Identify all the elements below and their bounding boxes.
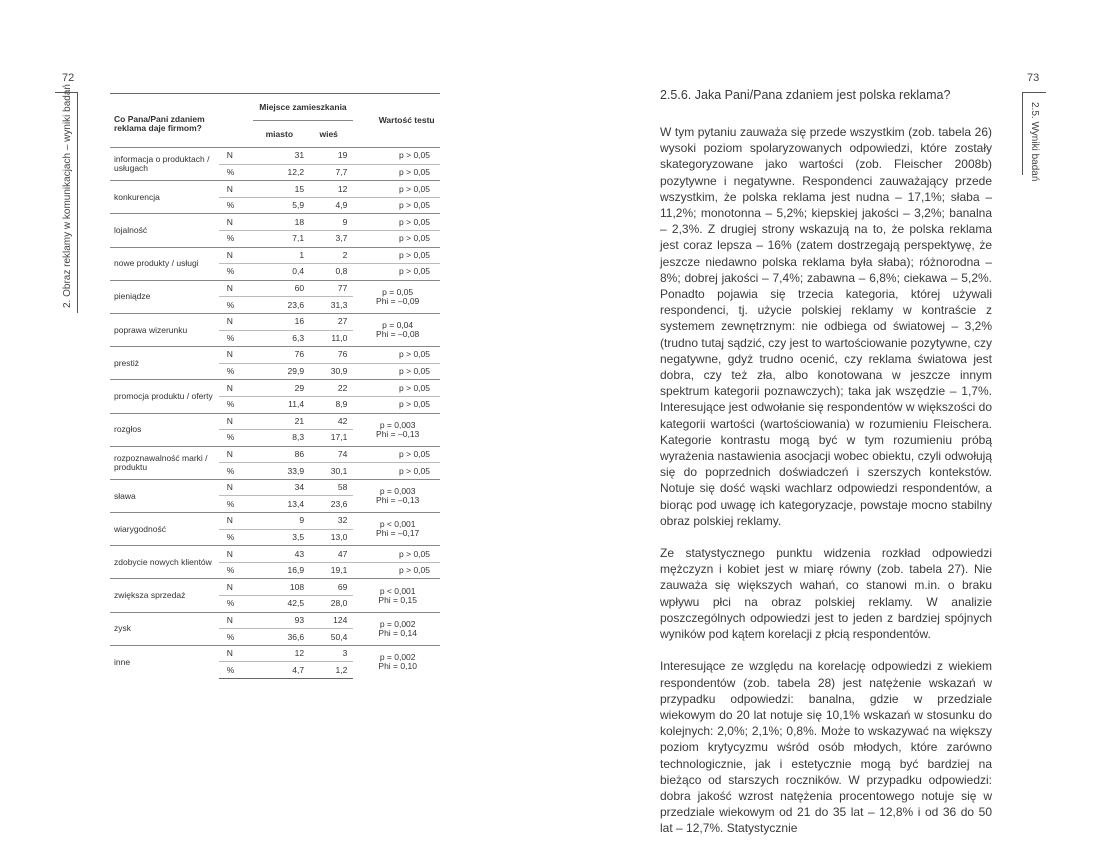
miasto-pct: 36,6 [253,629,308,646]
row-type-n: N [219,247,253,264]
table-row [110,645,440,662]
miasto-n: 12 [253,645,308,662]
left-page-number: 72 [62,72,75,84]
test-value: p > 0,05 [353,463,440,480]
table-row [110,413,440,430]
wies-pct: 28,0 [308,596,353,613]
miasto-pct: 12,2 [253,164,308,181]
right-running-head: 2.5. Wyniki badań [1029,102,1040,182]
wies-n: 9 [308,214,353,231]
wies-n: 3 [308,645,353,662]
test-value [353,579,440,612]
test-phi-value: Phi = –0,13 [376,494,420,505]
paragraph-2: Ze statystycznego punktu widzenia rozkład odpowiedzi mężczyzn i kobiet jest w miarę równy (zob. tabela 27). Nie zauważa się większych wahań, co stanowi m.in. o braku wpływu płci na obraz polskiej reklamy. W analizie poszczególnych odpowiedzi jest to jeden z bardziej spójnych wyników pod kątem korelacji z płcią respondentów. [660,546,992,642]
test-value: p > 0,05 [353,164,440,181]
group-header: Miejsce zamieszkania [253,94,354,121]
table-row [110,280,440,297]
table-row [110,579,440,596]
miasto-n: 21 [253,413,308,430]
section-title: 2.5.6. Jaka Pani/Pana zdaniem jest polska reklama? [660,88,951,102]
test-phi-value: Phi = 0,10 [378,661,417,672]
wies-pct: 8,9 [308,396,353,413]
table-row [110,181,440,198]
table-row [110,479,440,496]
wies-pct: 17,1 [308,430,353,447]
row-label: informacja o produktach / usługach [110,148,219,181]
wies-n: 47 [308,546,353,563]
wies-n: 2 [308,247,353,264]
row-label: zwiększa sprzedaż [110,579,219,612]
miasto-n: 76 [253,347,308,364]
test-p-value: p = 0,05 [382,286,414,297]
miasto-n: 9 [253,513,308,530]
wies-pct: 31,3 [308,297,353,314]
wies-pct: 30,9 [308,363,353,380]
wies-pct: 1,2 [308,662,353,679]
wies-pct: 3,7 [308,230,353,247]
test-phi-value: Phi = 0,15 [378,594,417,605]
row-type-n: N [219,579,253,596]
test-value: p > 0,05 [353,197,440,214]
test-value: p > 0,05 [353,214,440,231]
test-value [353,612,440,645]
wies-n: 76 [308,347,353,364]
wies-n: 27 [308,313,353,330]
wies-pct: 23,6 [308,496,353,513]
test-phi-value: Phi = –0,13 [376,428,420,439]
miasto-pct: 11,4 [253,396,308,413]
miasto-pct: 29,9 [253,363,308,380]
test-phi-value: Phi = –0,09 [376,295,420,306]
row-type-pct: % [219,330,253,347]
miasto-pct: 23,6 [253,297,308,314]
row-label: prestiż [110,347,219,380]
left-running-head: 2. Obraz reklamy w komunikacjach – wyniki badań [62,84,73,308]
miasto-n: 108 [253,579,308,596]
miasto-pct: 3,5 [253,529,308,546]
row-type-pct: % [219,197,253,214]
test-phi-value: Phi = –0,17 [376,528,420,539]
row-type-pct: % [219,629,253,646]
row-type-pct: % [219,264,253,281]
test-p-value: p = 0,002 [379,618,416,629]
miasto-pct: 4,7 [253,662,308,679]
miasto-n: 15 [253,181,308,198]
row-type-pct: % [219,297,253,314]
table-header-row [110,94,440,121]
test-value: p > 0,05 [353,380,440,397]
row-type-n: N [219,313,253,330]
col-miasto-header: miasto [265,128,294,139]
row-type-n: N [219,214,253,231]
miasto-n: 1 [253,247,308,264]
test-header: Wartość testu [353,94,440,148]
test-p-value: p < 0,001 [379,519,416,530]
row-label: zdobycie nowych klientów [110,546,219,579]
wies-n: 124 [308,612,353,629]
row-type-pct: % [219,662,253,679]
row-type-pct: % [219,396,253,413]
test-value: p > 0,05 [353,562,440,579]
wies-pct: 19,1 [308,562,353,579]
wies-pct: 13,0 [308,529,353,546]
miasto-n: 31 [253,148,308,165]
wies-n: 32 [308,513,353,530]
wies-pct: 0,8 [308,264,353,281]
row-type-n: N [219,479,253,496]
miasto-pct: 16,9 [253,562,308,579]
row-label: sława [110,479,219,512]
table-row [110,446,440,463]
miasto-pct: 42,5 [253,596,308,613]
right-corner-rule [1022,92,1046,93]
table-row [110,148,440,165]
test-p-value: p = 0,002 [379,652,416,663]
test-p-value: p = 0,003 [379,419,416,430]
test-value: p > 0,05 [353,546,440,563]
test-value [353,280,440,313]
wies-n: 77 [308,280,353,297]
test-phi-value: Phi = 0,14 [378,627,417,638]
right-text-column [660,88,992,853]
miasto-pct: 6,3 [253,330,308,347]
row-type-n: N [219,280,253,297]
test-value [353,513,440,546]
table-row [110,247,440,264]
wies-n: 12 [308,181,353,198]
row-type-pct: % [219,496,253,513]
row-type-pct: % [219,430,253,447]
row-label: rozpoznawalność marki / produktu [110,446,219,479]
row-type-n: N [219,446,253,463]
test-value: p > 0,05 [353,396,440,413]
test-value [353,313,440,346]
wies-n: 74 [308,446,353,463]
row-label: wiarygodność [110,513,219,546]
row-type-pct: % [219,463,253,480]
miasto-n: 16 [253,313,308,330]
paragraph-3: Interesujące ze względu na korelację odpowiedzi z wiekiem respondentów (zob. tabela 28) jest natężenie wskazań w przypadku odpowiedzi: banalna, gdzie w przedziale wiekowym do 20 lat notuje się 10,1% wskazań w stosunku do kolejnych: 2,0%; 2,1%; 0,8%. Może to wskazywać na większy poziom krytycyzmu wśród osób młodych, które zarówno technologicznie, jak i estetycznie mogą być bardziej na bieżąco od starszych roczników. W przypadku odpowiedzi: dobra jakość wzrost natężenia procentowego notuje się w przedziale wiekowym od 21 do 35 lat – 12,8% i od 36 do 50 lat – 12,7%. Statystycznie [660,659,992,836]
miasto-n: 29 [253,380,308,397]
row-label: rozgłos [110,413,219,446]
test-value [353,413,440,446]
row-label: zysk [110,612,219,645]
col-wies-header: wieś [319,128,338,139]
row-type-n: N [219,645,253,662]
test-value: p > 0,05 [353,230,440,247]
wies-n: 22 [308,380,353,397]
miasto-n: 60 [253,280,308,297]
miasto-pct: 0,4 [253,264,308,281]
row-type-pct: % [219,562,253,579]
test-value: p > 0,05 [353,347,440,364]
test-phi-value: Phi = –0,08 [376,329,420,340]
test-value: p > 0,05 [353,148,440,165]
test-value: p > 0,05 [353,446,440,463]
data-table [110,93,440,679]
test-value: p > 0,05 [353,247,440,264]
row-type-pct: % [219,596,253,613]
miasto-n: 34 [253,479,308,496]
row-type-n: N [219,612,253,629]
right-margin-rule [1022,93,1023,175]
wies-pct: 50,4 [308,629,353,646]
row-type-pct: % [219,230,253,247]
row-type-pct: % [219,363,253,380]
row-label: inne [110,645,219,678]
row-type-n: N [219,148,253,165]
miasto-n: 93 [253,612,308,629]
row-label: konkurencja [110,181,219,214]
miasto-n: 43 [253,546,308,563]
wies-pct: 30,1 [308,463,353,480]
test-p-value: p = 0,04 [382,320,414,331]
test-value: p > 0,05 [353,363,440,380]
table-row [110,313,440,330]
row-label: poprawa wizerunku [110,313,219,346]
row-type-pct: % [219,529,253,546]
table-row [110,513,440,530]
row-label: pieniądze [110,280,219,313]
miasto-pct: 33,9 [253,463,308,480]
row-type-n: N [219,413,253,430]
wies-pct: 4,9 [308,197,353,214]
wies-n: 42 [308,413,353,430]
wies-n: 19 [308,148,353,165]
table-row [110,347,440,364]
table-row [110,214,440,231]
test-value [353,479,440,512]
miasto-pct: 8,3 [253,430,308,447]
miasto-n: 86 [253,446,308,463]
row-label: nowe produkty / usługi [110,247,219,280]
table-row [110,546,440,563]
test-p-value: p = 0,003 [379,486,416,497]
question-header: Co Pana/Pani zdaniem reklama daje firmom? [110,94,219,148]
miasto-pct: 7,1 [253,230,308,247]
row-type-n: N [219,181,253,198]
row-label: promocja produktu / oferty [110,380,219,413]
miasto-pct: 13,4 [253,496,308,513]
wies-n: 69 [308,579,353,596]
table-row [110,380,440,397]
test-value [353,645,440,678]
wies-n: 58 [308,479,353,496]
miasto-pct: 5,9 [253,197,308,214]
wies-pct: 7,7 [308,164,353,181]
table-row [110,612,440,629]
miasto-n: 18 [253,214,308,231]
left-margin-rule [77,93,78,313]
row-type-n: N [219,380,253,397]
test-value: p > 0,05 [353,264,440,281]
row-type-n: N [219,546,253,563]
row-type-n: N [219,347,253,364]
row-type-pct: % [219,164,253,181]
test-p-value: p < 0,001 [379,585,416,596]
wies-pct: 11,0 [308,330,353,347]
right-page-number: 73 [1027,72,1040,84]
row-type-n: N [219,513,253,530]
paragraph-1: W tym pytaniu zauważa się przede wszystkim (zob. tabela 26) wysoki poziom spolaryzowanych odpowiedzi, które zostały skategoryzowane jako wartości (zob. Fleischer 2008b) pozytywne i negatywne. Respondenci zauważający przede wszystkim, że polska reklama jest nudna – 17,1%; słaba – 11,2%; monotonna – 5,2%; kiepskiej jakości – 3,2%; banalna – 2,3%. Z drugiej strony wskazują na to, że polska reklama jest coraz lepsza – 16% (zatem dostrzegają perspektywę, że jeszcze niedawno polska reklama była słaba); różnorodna – 8%; dobrej jakości – 7,4%; zabawna – 6,8%; ciekawa – 5,2%. Ponadto pojawia się trzecia kategoria, której używali respondenci, tj. użycie polskiej reklamy w kontraście z systemem zewnętrznym: nie odbiega od światowej – 3,2% (trudno tutaj sądzić, czy jest to wartościowanie pozytywne, czy negatywne, gdyż trudno ocenić, czy reklama światowa jest dobra, czy też zła, albo konotowana w jeszcze innym spektrum kategorii poznawczych); taka jak wszędzie – 1,7%. Interesujące jest odwołanie się respondentów w większości do kategorii wartości (wartościowania) w rozumieniu Fleischera. Kategorie kontrastu mogą być w tym rozumieniu próbą wyrażenia nastawienia asocjacji wobec obiektu, czyli odwołują się do poprzednich doświadczeń i szerszych kontekstów. Notuje się dość wąski wachlarz odpowiedzi respondentów, a biorąc pod uwagę ich kategoryzacje, powstaje mocno stabilny obraz polskiej reklamy. [660,125,992,528]
row-label: lojalność [110,214,219,247]
results-table [110,93,440,679]
test-value: p > 0,05 [353,181,440,198]
